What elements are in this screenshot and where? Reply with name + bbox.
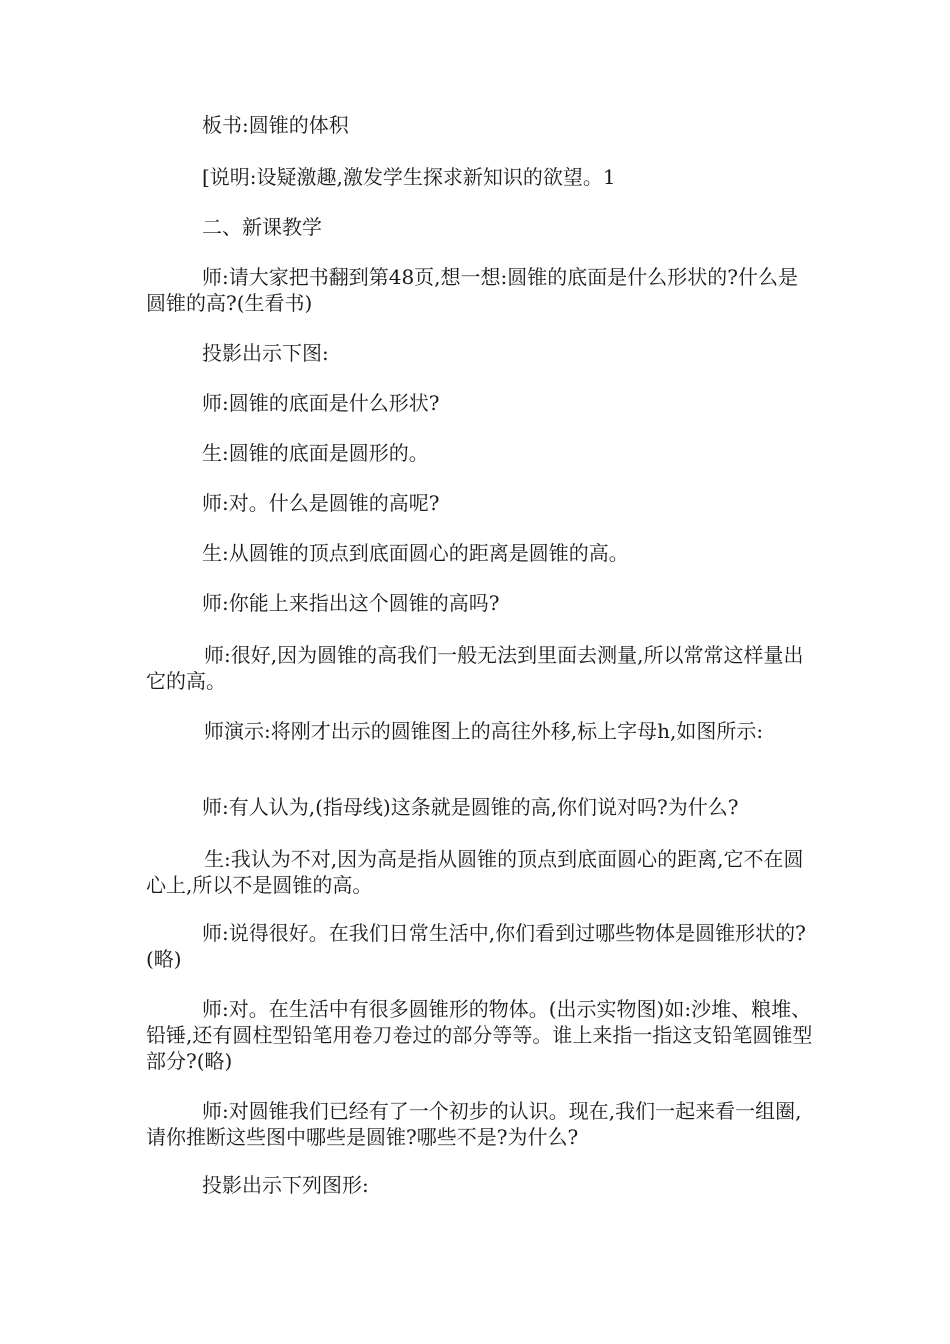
paragraph-text: 投影出示下列图形:: [202, 1173, 369, 1197]
paragraph-text: 投影出示下图:: [202, 341, 329, 365]
paragraph-dialogue: [146, 1098, 816, 1150]
paragraph-dialogue: [146, 846, 816, 898]
paragraph-dialogue: [146, 642, 816, 694]
section-heading: [146, 214, 816, 240]
paragraph-text: 生:圆锥的底面是圆形的。: [202, 441, 429, 465]
paragraph-dialogue: [146, 440, 816, 466]
paragraph-text: 师:你能上来指出这个圆锥的高吗?: [202, 591, 500, 615]
paragraph-text: [说明:设疑激趣,激发学生探求新知识的欲望。1: [202, 165, 616, 189]
paragraph-text: 师:有人认为,(指母线)这条就是圆锥的高,你们说对吗?为什么?: [202, 795, 739, 819]
paragraph-projection: [146, 340, 816, 366]
paragraph-dialogue: [146, 540, 816, 566]
paragraph-dialogue: [146, 590, 816, 616]
paragraph-dialogue: [146, 794, 816, 820]
paragraph-text: 二、新课教学: [202, 215, 322, 239]
paragraph-text: 生:我认为不对,因为高是指从圆锥的顶点到底面圆心的距离,它不在圆心上,所以不是圆锥的高。: [146, 847, 804, 897]
paragraph-text: 师:圆锥的底面是什么形状?: [202, 391, 440, 415]
paragraph-dialogue: [146, 390, 816, 416]
paragraph-text: 师:对。什么是圆锥的高呢?: [202, 491, 440, 515]
paragraph-dialogue: [146, 996, 816, 1074]
paragraph-text: 板书:圆锥的体积: [202, 113, 349, 137]
paragraph-text: 师:对圆锥我们已经有了一个初步的认识。现在,我们一起来看一组圈,请你推断这些图中哪些是圆锥?哪些不是?为什么?: [146, 1099, 802, 1149]
paragraph-text: 师:请大家把书翻到第48页,想一想:圆锥的底面是什么形状的?什么是圆锥的高?(生看书): [146, 265, 799, 315]
paragraph-text: 生:从圆锥的顶点到底面圆心的距离是圆锥的高。: [202, 541, 629, 565]
paragraph-note: [146, 164, 816, 190]
paragraph-text: 师:很好,因为圆锥的高我们一般无法到里面去测量,所以常常这样量出它的高。: [146, 643, 804, 693]
paragraph-dialogue: [146, 264, 816, 316]
paragraph-text: 师演示:将刚才出示的圆锥图上的高往外移,标上字母h,如图所示:: [204, 719, 764, 743]
paragraph-dialogue: [146, 490, 816, 516]
paragraph-board-title: [146, 112, 816, 138]
paragraph-text: 师:说得很好。在我们日常生活中,你们看到过哪些物体是圆锥形状的?(略): [146, 921, 806, 971]
paragraph-demonstration: [146, 718, 816, 744]
paragraph-dialogue: [146, 920, 816, 972]
paragraph-projection: [146, 1172, 816, 1198]
paragraph-text: 师:对。在生活中有很多圆锥形的物体。(出示实物图)如:沙堆、粮堆、铅锤,还有圆柱型铅笔用卷刀卷过的部分等等。谁上来指一指这支铅笔圆锥型部分?(略): [146, 997, 813, 1073]
